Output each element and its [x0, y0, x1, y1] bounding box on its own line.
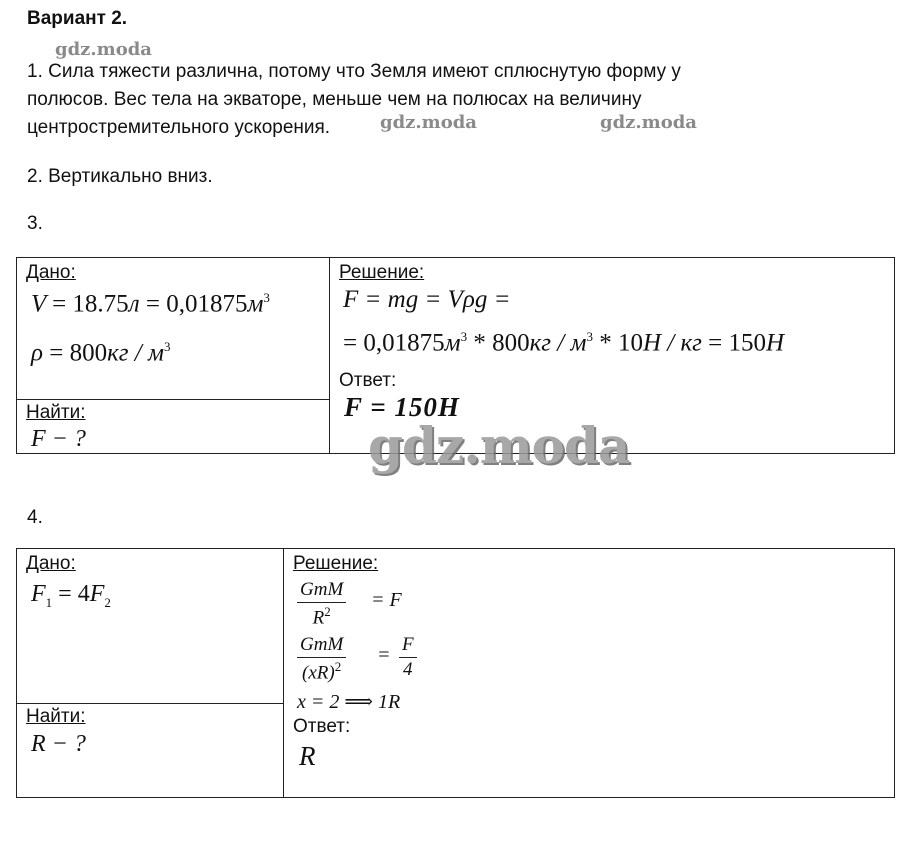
- q4-fraction-1-numerator: GmM: [297, 579, 346, 603]
- q3-solution-label: Решение:: [339, 262, 425, 283]
- watermark-big: gdz.moda: [368, 416, 630, 475]
- q4-fraction-1-rhs: = F: [371, 589, 402, 611]
- q3-answer-value: F = 150H: [344, 392, 460, 422]
- q4-find-value: R − ?: [31, 731, 86, 757]
- q4-fraction-1-denominator: $R^2$: [312, 604, 331, 629]
- q4-divider-vertical: [283, 549, 284, 797]
- q4-fraction-2-numerator: GmM: [297, 634, 346, 658]
- q4-answer-label: Ответ:: [293, 716, 351, 737]
- q1-line-2: полюсов. Вес тела на экваторе, меньше чем на полюсах на величину: [27, 89, 642, 110]
- q4-answer-value: R: [299, 741, 316, 771]
- q4-given-label: Дано:: [26, 553, 76, 574]
- q3-solution-line-1: F = mg = Vρg =: [343, 286, 511, 313]
- q3-given-density: $\rho = 800кг / м^3$: [31, 339, 171, 367]
- q4-find-label: Найти:: [26, 706, 86, 727]
- watermark-mid-left: gdz.moda: [380, 112, 477, 133]
- q4-given-forces: $F_1 = 4F_2$: [31, 581, 111, 610]
- page-title: Вариант 2.: [27, 8, 128, 29]
- q3-solution-line-2: = $0,01875м^3 * 800кг / м^3 * 10Н$ / кг = 150Н: [343, 329, 785, 357]
- q1-line-1: 1. Сила тяжести различна, потому что Земля имеют сплюснутую форму у: [27, 61, 681, 82]
- watermark-top: gdz.moda: [55, 39, 152, 60]
- q4-result: x = 2 ⟹ 1R: [297, 691, 401, 713]
- watermark-mid-right: gdz.moda: [600, 112, 697, 133]
- q4-solution-label: Решение:: [293, 553, 379, 574]
- q4-fraction-2-denominator: (xR)$^2$: [302, 659, 342, 684]
- q4-fraction-2-equals: =: [377, 644, 391, 666]
- q3-given-label: Дано:: [26, 262, 76, 283]
- q3-number: 3.: [27, 213, 43, 234]
- q3-find-label: Найти:: [26, 402, 86, 423]
- q3-find-value: F − ?: [31, 426, 86, 452]
- q4-divider-horizontal: [17, 703, 283, 704]
- q4-fraction-2: [297, 634, 346, 684]
- q3-answer-label: Ответ:: [339, 370, 397, 391]
- q4-number: 4.: [27, 507, 43, 528]
- q4-fraction-1: [297, 579, 346, 629]
- q3-given-volume: $V = 18.75л = 0,01875м^3$: [31, 290, 270, 318]
- q4-fraction-2-rhs: $\frac{F}{4}$: [399, 634, 417, 681]
- q4-table: [16, 548, 895, 798]
- q3-divider-horizontal: [17, 399, 329, 400]
- q2-answer: 2. Вертикально вниз.: [27, 166, 213, 187]
- q1-line-3: центростремительного ускорения.: [27, 117, 331, 138]
- q3-divider-vertical: [329, 258, 330, 453]
